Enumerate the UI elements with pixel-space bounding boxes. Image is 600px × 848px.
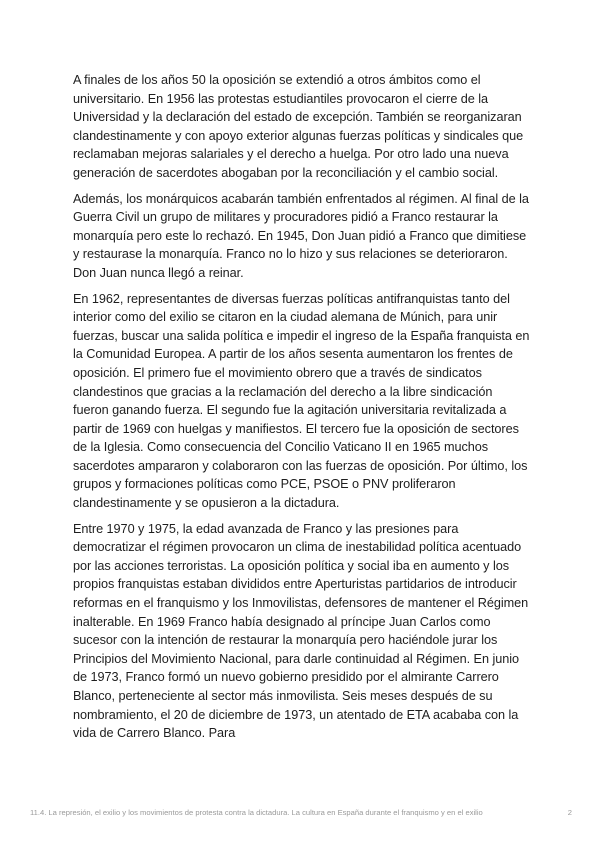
paragraph: A finales de los años 50 la oposición se extendió a otros ámbitos como el universitario. En 1956 las protestas estudiantiles provocaron el cierre de la Universidad y la declaración del estado de excepción. También se reorganizaran clandestinamente y con apoyo exterior algunas fuerzas políticas y sindicales que reclamaban mejoras salariales y el derecho a huelga. Por otro lado una nueva generación de sacerdotes abogaban por la reconciliación y el cambio social. xyxy=(73,73,524,180)
paragraph: Entre 1970 y 1975, la edad avanzada de Franco y las presiones para democratizar el régimen provocaron un clima de inestabilidad política acentuado por las acciones terroristas. La oposición política y social iba en aumento y los propios franquistas estaban divididos entre Aperturistas partidarios de introducir reformas en el franquismo y los Inmovilistas, defensores de mantener el Régimen inalterable. En 1969 Franco había designado al príncipe Juan Carlos como sucesor con la intención de restaurar la monarquía pero haciéndole jurar los Principios del Movimiento Nacional, para darle continuidad al Régimen. En junio de 1973, Franco formó un nuevo gobierno presidido por el almirante Carrero Blanco, perteneciente al sector más inmovilista. Seis meses después de su nombramiento, el 20 de diciembre de 1973, un atentado de ETA acababa con la vida de Carrero Blanco. Para xyxy=(73,521,529,741)
footer-section-title: 11.4. La represión, el exilio y los movimientos de protesta contra la dictadura. La cultura en España durante el franquismo y en el exilio xyxy=(30,808,483,817)
page-number: 2 xyxy=(567,808,572,817)
page-footer xyxy=(30,808,572,817)
paragraph: En 1962, representantes de diversas fuerzas políticas antifranquistas tanto del interior como del exilio se citaron en la ciudad alemana de Múnich, para unir fuerzas, buscar una salida política e impedir el ingreso de la España franquista en la Comunidad Europea. A partir de los años sesenta aumentaron los frentes de oposición. El primero fue el movimiento obrero que a través de sindicatos clandestinos que gracias a la reclamación del derecho a la libre sindicación fueron ganando fuerza. El segundo fue la agitación universitaria revitalizada a partir de 1969 con huelgas y manifiestos. El tercero fue la oposición de sectores de la Iglesia. Como consecuencia del Concilio Vaticano II en 1965 muchos sacerdotes ampararon y colaboraron con las fuerzas de oposición. Por último, los grupos y formaciones políticas como PCE, PSOE o PNV proliferaron clandestinamente y se opusieron a la dictadura. xyxy=(73,291,530,511)
paragraph: Además, los monárquicos acabarán también enfrentados al régimen. Al final de la Guerra Civil un grupo de militares y procuradores pidió a Franco restaurar la monarquía pero este lo rechazó. En 1945, Don Juan pidió a Franco que dimitiese y restaurase la monarquía. Franco no lo hizo y sus relaciones se deterioraron. Don Juan nunca llegó a reinar. xyxy=(73,191,529,280)
document-body xyxy=(73,71,531,750)
